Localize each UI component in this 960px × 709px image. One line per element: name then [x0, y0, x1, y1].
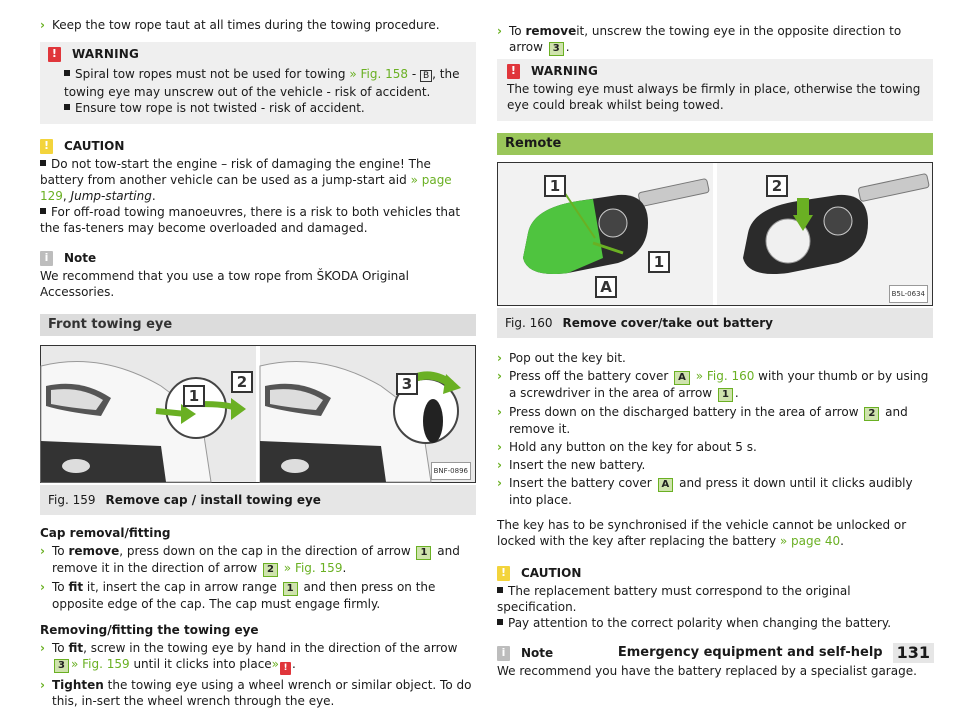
battery-step: › Press off the battery cover A » Fig. 160 with your thumb or by using a screwdriver in the area of arrow 1 .	[497, 369, 929, 400]
warning-text: The towing eye must always be firmly in place, otherwise the towing eye could break whilst being towed.	[507, 82, 921, 112]
figure-code: B5L-0634	[889, 285, 928, 303]
figure-towing-eye	[40, 345, 476, 483]
warning-icon: !	[48, 47, 61, 62]
cap-subheading: Cap removal/fitting	[40, 526, 171, 540]
cap-step-remove: › To remove, press down on the cap in the direction of arrow 1 and remove it in the direction of arrow 2 » Fig. 159.	[40, 544, 460, 575]
warning-header: ! WARNING	[507, 61, 923, 81]
figure-caption: Fig. 160 Remove cover/take out battery	[497, 308, 933, 338]
warning-item: Spiral tow ropes must not be used for towing » Fig. 158 - B , the towing eye may unscrew out of the vehicle - risk of accident.	[64, 67, 460, 99]
battery-step: › Insert the battery cover A and press it down until it clicks audibly into place.	[497, 476, 913, 507]
step-arrow-icon: ›	[40, 18, 45, 32]
callout-2: 2	[766, 175, 788, 197]
callout-a: A	[595, 276, 617, 298]
step-arrow-icon: ›	[497, 458, 502, 472]
page-footer	[618, 643, 934, 663]
battery-step: › Insert the new battery.	[497, 458, 646, 472]
chapter-title: Emergency equipment and self-help	[617, 645, 883, 660]
caution-block	[40, 136, 476, 236]
step-arrow-icon: ›	[40, 641, 45, 655]
caution-item: For off-road towing manoeuvres, there is a risk to both vehicles that the fas-teners may become overloaded and damaged.	[40, 205, 461, 235]
caution-item: Do not tow-start the engine – risk of damaging the engine! The battery from another vehicle can be used as a jump-start aid » page 129, Jump-starting.	[40, 157, 452, 203]
step-arrow-icon: ›	[497, 405, 502, 419]
step-arrow-icon: ›	[40, 544, 45, 558]
step-arrow-icon: ›	[497, 351, 502, 365]
caution-header: ! CAUTION	[497, 563, 933, 583]
step-arrow-icon: ›	[40, 580, 45, 594]
note-header: i Note	[40, 248, 476, 268]
eye-subheading: Removing/fitting the towing eye	[40, 623, 259, 637]
step-arrow-icon: ›	[497, 24, 502, 38]
page-link[interactable]: » page 40	[779, 534, 841, 548]
caution-block	[497, 563, 933, 631]
sync-paragraph: The key has to be synchronised if the vehicle cannot be unlocked or locked with the key after replacing the battery » page 40.	[497, 518, 907, 548]
figure-remote	[497, 162, 933, 306]
note-block	[40, 248, 476, 300]
figure-code: BNF-0896	[431, 462, 471, 480]
warning-icon: !	[280, 662, 291, 675]
step-arrow-icon: ›	[497, 369, 502, 383]
step-arrow-icon: ›	[40, 677, 45, 692]
note-text: We recommend you have the battery replaced by a specialist garage.	[497, 664, 917, 678]
section-heading: Remote	[497, 133, 933, 155]
fig-link[interactable]: » Fig. 159	[279, 561, 343, 575]
fig-link[interactable]: » Fig. 160	[691, 369, 755, 383]
warning-box	[40, 42, 476, 124]
caution-item: The replacement battery must correspond to the original specification.	[497, 584, 851, 614]
battery-step: › Pop out the key bit.	[497, 351, 626, 365]
callout-1: 1	[544, 175, 566, 197]
callout-1b: 1	[648, 251, 670, 273]
warning-item: Ensure tow rope is not twisted - risk of accident.	[48, 100, 468, 116]
towing-eye-illustration	[41, 346, 475, 482]
page-link[interactable]: » page 129	[40, 173, 452, 203]
figure-caption: Fig. 159 Remove cap / install towing eye	[40, 485, 476, 515]
warning-box	[497, 59, 933, 121]
section-heading: Front towing eye	[40, 314, 476, 336]
battery-step: › Hold any button on the key for about 5 s.	[497, 440, 757, 454]
fig-link[interactable]: » Fig. 159	[70, 657, 130, 671]
step-arrow-icon: ›	[497, 476, 502, 490]
step-arrow-icon: ›	[497, 440, 502, 454]
battery-step: › Press down on the discharged battery in the area of arrow 2 and remove it.	[497, 405, 908, 436]
note-header: i Note	[497, 643, 933, 663]
left-column	[40, 0, 476, 709]
remove-step: › To removeit, unscrew the towing eye in the opposite direction to arrow 3 .	[497, 24, 902, 54]
callout-1: 1	[183, 385, 205, 407]
note-icon: i	[40, 251, 53, 266]
battery-steps	[497, 350, 933, 508]
callout-3: 3	[396, 373, 418, 395]
intro-step: › Keep the tow rope taut at all times during the towing procedure.	[40, 18, 440, 32]
fig-link[interactable]: » Fig. 158	[349, 67, 408, 81]
warning-icon: !	[507, 64, 520, 79]
page-number: 131	[893, 643, 934, 663]
note-text: We recommend that you use a tow rope from ŠKODA Original Accessories.	[40, 269, 409, 299]
warning-header: ! WARNING	[48, 44, 468, 64]
eye-step-fit: › To fit, screw in the towing eye by hand in the direction of the arrow 3 » Fig. 159 until it clicks into place» ! .	[40, 641, 458, 673]
callout-2: 2	[231, 371, 253, 393]
caution-header: ! CAUTION	[40, 136, 476, 156]
caution-item: Pay attention to the correct polarity when changing the battery.	[497, 615, 933, 631]
note-icon: i	[497, 646, 510, 661]
cap-step-fit: › To fit it, insert the cap in arrow range 1 and then press on the opposite edge of the cap. The cap must engage firmly.	[40, 580, 436, 611]
eye-step-tighten: › Tighten the towing eye using a wheel wrench or similar object. To do this, in-sert the wheel wrench through the eye.	[40, 677, 472, 708]
right-column	[497, 0, 933, 679]
caution-icon: !	[497, 566, 510, 581]
caution-icon: !	[40, 139, 53, 154]
